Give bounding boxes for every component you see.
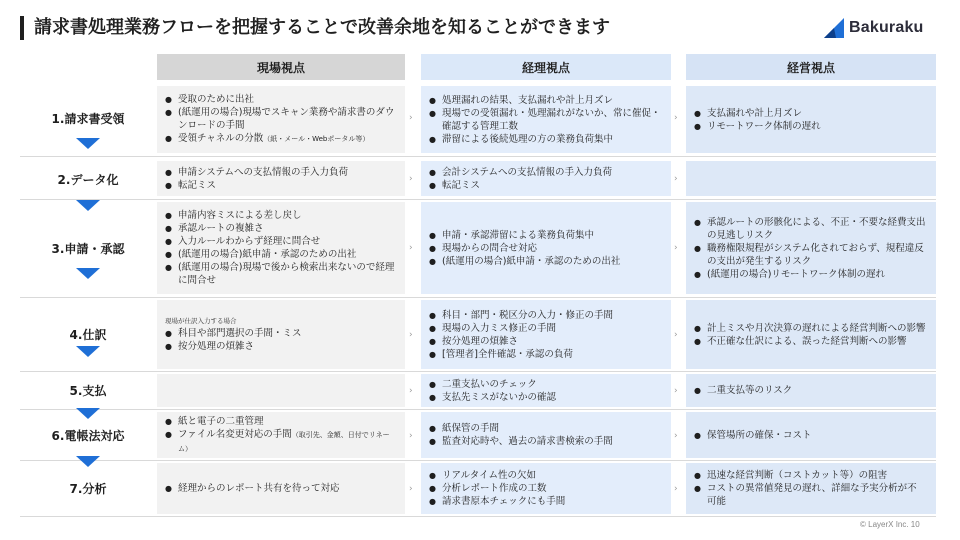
row-divider bbox=[20, 297, 936, 298]
list-item-text: ファイル名変更対応の手間 bbox=[178, 428, 292, 440]
list-item: ● 支払先ミスがないかの確認 bbox=[429, 391, 661, 404]
column-header-keiei: 経営視点 bbox=[686, 54, 936, 80]
cell-genba-2 bbox=[157, 161, 405, 196]
list-item: ● 科目・部門・税区分の入力・修正の手間 bbox=[429, 309, 661, 322]
cell-genba-5 bbox=[157, 374, 405, 407]
chevron-right-icon: › bbox=[674, 243, 678, 253]
chevron-right-icon: › bbox=[674, 174, 678, 184]
list-item: ● リモートワーク体制の遅れ bbox=[694, 120, 926, 133]
brand-name: Bakuraku bbox=[849, 19, 924, 36]
cell-keiei-7 bbox=[686, 463, 936, 514]
column-header-genba: 現場視点 bbox=[157, 54, 405, 80]
list-item: ● コストの異常値発見の遅れ、詳細な予実分析が不可能 bbox=[694, 482, 926, 508]
cell-keiri-5 bbox=[421, 374, 671, 407]
list-item: ● 監査対応時や、過去の請求書検索の手間 bbox=[429, 435, 661, 448]
list-item: ● 現場の入力ミス修正の手間 bbox=[429, 322, 661, 335]
list-item: ● 申請システムへの支払情報の手入力負荷 bbox=[165, 166, 395, 179]
title-accent-bar bbox=[20, 16, 24, 40]
cell-genba-7 bbox=[157, 463, 405, 514]
chevron-right-icon: › bbox=[409, 484, 413, 494]
brand-logo bbox=[822, 16, 924, 40]
flow-arrow-icon bbox=[76, 456, 100, 467]
cell-genba-4 bbox=[157, 300, 405, 369]
list-item: ● 転記ミス bbox=[429, 179, 661, 192]
cell-keiei-5 bbox=[686, 374, 936, 407]
list-item: ● 現場からの問合せ対応 bbox=[429, 242, 661, 255]
list-item: ● 会計システムへの支払情報の手入力負荷 bbox=[429, 166, 661, 179]
list-item: ● 不正確な仕訳による、誤った経営判断への影響 bbox=[694, 335, 926, 348]
row-divider bbox=[20, 516, 936, 517]
flow-arrow-icon bbox=[76, 346, 100, 357]
row-label-1: 1.請求書受領 bbox=[51, 111, 125, 126]
list-item: ● 職務権限規程がシステム化されておらず、規程違反の支出が発生するリスク bbox=[694, 242, 926, 268]
chevron-right-icon: › bbox=[674, 386, 678, 396]
cell-keiei-3 bbox=[686, 202, 936, 294]
flow-arrow-icon bbox=[76, 268, 100, 279]
list-item: ● 経理からのレポート共有を待って対応 bbox=[165, 482, 395, 495]
list-item: ● [管理者]全件確認・承認の負荷 bbox=[429, 348, 661, 361]
chevron-right-icon: › bbox=[674, 113, 678, 123]
cell-genba-6 bbox=[157, 412, 405, 458]
cell-keiri-7 bbox=[421, 463, 671, 514]
row-divider bbox=[20, 460, 936, 461]
column-header-keiri: 経理視点 bbox=[421, 54, 671, 80]
row-divider bbox=[20, 156, 936, 157]
chevron-right-icon: › bbox=[409, 113, 413, 123]
row-divider bbox=[20, 409, 936, 410]
page-title: 請求書処理業務フローを把握することで改善余地を知ることができます bbox=[34, 17, 610, 38]
cell-genba-3 bbox=[157, 202, 405, 294]
chevron-right-icon: › bbox=[409, 174, 413, 184]
list-item bbox=[165, 132, 395, 146]
row-label-4: 4.仕訳 bbox=[69, 328, 107, 342]
chevron-right-icon: › bbox=[674, 484, 678, 494]
list-item: ● (紙運用の場合)現場で後から検索出来ないので経理に問合せ bbox=[165, 261, 395, 287]
list-item: ● 紙と電子の二重管理 bbox=[165, 415, 395, 428]
list-item: ● 処理漏れの結果、支払漏れや計上月ズレ bbox=[429, 94, 661, 107]
list-item: ● 受取のために出社 bbox=[165, 93, 395, 106]
list-item bbox=[165, 428, 395, 456]
cell-keiri-3 bbox=[421, 202, 671, 294]
flow-arrow-icon bbox=[76, 408, 100, 419]
chevron-right-icon: › bbox=[409, 243, 413, 253]
list-item: ● 現場での受領漏れ・処理漏れがないか、常に催促・確認する管理工数 bbox=[429, 107, 661, 133]
list-item: ● (紙運用の場合)紙申請・承認のための出社 bbox=[165, 248, 395, 261]
list-item: ● リアルタイム性の欠如 bbox=[429, 469, 661, 482]
chevron-right-icon: › bbox=[409, 386, 413, 396]
list-item: ● 科目や部門選択の手間・ミス bbox=[165, 327, 395, 340]
row-label-3: 3.申請・承認 bbox=[51, 241, 125, 256]
chevron-right-icon: › bbox=[674, 330, 678, 340]
row-divider bbox=[20, 371, 936, 372]
flow-arrow-icon bbox=[76, 200, 100, 211]
list-item: ● 承認ルートの形骸化による、不正・不要な経費支出の見逃しリスク bbox=[694, 216, 926, 242]
list-item: ● 請求書原本チェックにも手間 bbox=[429, 495, 661, 508]
list-item: ● (紙運用の場合)リモートワーク体制の遅れ bbox=[694, 268, 926, 281]
footer-copyright: © LayerX Inc. 10 bbox=[860, 520, 920, 529]
list-item: ● 按分処理の煩雑さ bbox=[429, 335, 661, 348]
list-item-text: 受領チャネルの分散 bbox=[178, 133, 264, 144]
list-item: ● 二重支払等のリスク bbox=[694, 384, 926, 397]
cell-keiei-4 bbox=[686, 300, 936, 369]
cell-keiei-2 bbox=[686, 161, 936, 196]
list-item: ● 申請・承認滞留による業務負荷集中 bbox=[429, 229, 661, 242]
cell-genba-1 bbox=[157, 86, 405, 153]
row-label-5: 5.支払 bbox=[69, 384, 107, 398]
list-item: ● (紙運用の場合)紙申請・承認のための出社 bbox=[429, 255, 661, 268]
list-item: ● 入力ルールわからず経理に問合せ bbox=[165, 235, 395, 248]
chevron-right-icon: › bbox=[674, 431, 678, 441]
chevron-right-icon: › bbox=[409, 431, 413, 441]
row-label-6: 6.電帳法対応 bbox=[51, 428, 125, 443]
list-item: ● 迅速な経営判断（コストカット等）の阻害 bbox=[694, 469, 926, 482]
row-label-7: 7.分析 bbox=[69, 482, 107, 496]
list-item: ● 計上ミスや月次決算の遅れによる経営判断への影響 bbox=[694, 322, 926, 335]
row-label-2: 2.データ化 bbox=[57, 172, 119, 187]
cell-keiei-1 bbox=[686, 86, 936, 153]
list-item: ● 承認ルートの複雑さ bbox=[165, 222, 395, 235]
list-item-note: （取引先、金額、日付でリネーム） bbox=[178, 430, 390, 453]
list-item-note: （紙・メール・Webポータル等） bbox=[263, 135, 370, 143]
list-item: ● 保管場所の確保・コスト bbox=[694, 429, 926, 442]
flow-arrow-icon bbox=[76, 138, 100, 149]
cell-keiei-6 bbox=[686, 412, 936, 458]
chevron-right-icon: › bbox=[409, 330, 413, 340]
cell-keiri-4 bbox=[421, 300, 671, 369]
row-divider bbox=[20, 199, 936, 200]
list-item: ● 申請内容ミスによる差し戻し bbox=[165, 209, 395, 222]
list-item: ● 分析レポート作成の工数 bbox=[429, 482, 661, 495]
list-item: ● (紙運用の場合)現場でスキャン業務や請求書のダウンロードの手間 bbox=[165, 106, 395, 132]
cell-note: 現場が仕訳入力する場合 bbox=[165, 317, 237, 325]
list-item: ● 按分処理の煩雑さ bbox=[165, 340, 395, 353]
list-item: ● 滞留による後続処理の方の業務負荷集中 bbox=[429, 133, 661, 146]
cell-keiri-6 bbox=[421, 412, 671, 458]
list-item: ● 紙保管の手間 bbox=[429, 422, 661, 435]
cell-keiri-1 bbox=[421, 86, 671, 153]
bakuraku-logo-icon bbox=[822, 17, 846, 39]
list-item: ● 支払漏れや計上月ズレ bbox=[694, 107, 926, 120]
list-item: ● 二重支払いのチェック bbox=[429, 378, 661, 391]
list-item: ● 転記ミス bbox=[165, 179, 395, 192]
cell-keiri-2 bbox=[421, 161, 671, 196]
